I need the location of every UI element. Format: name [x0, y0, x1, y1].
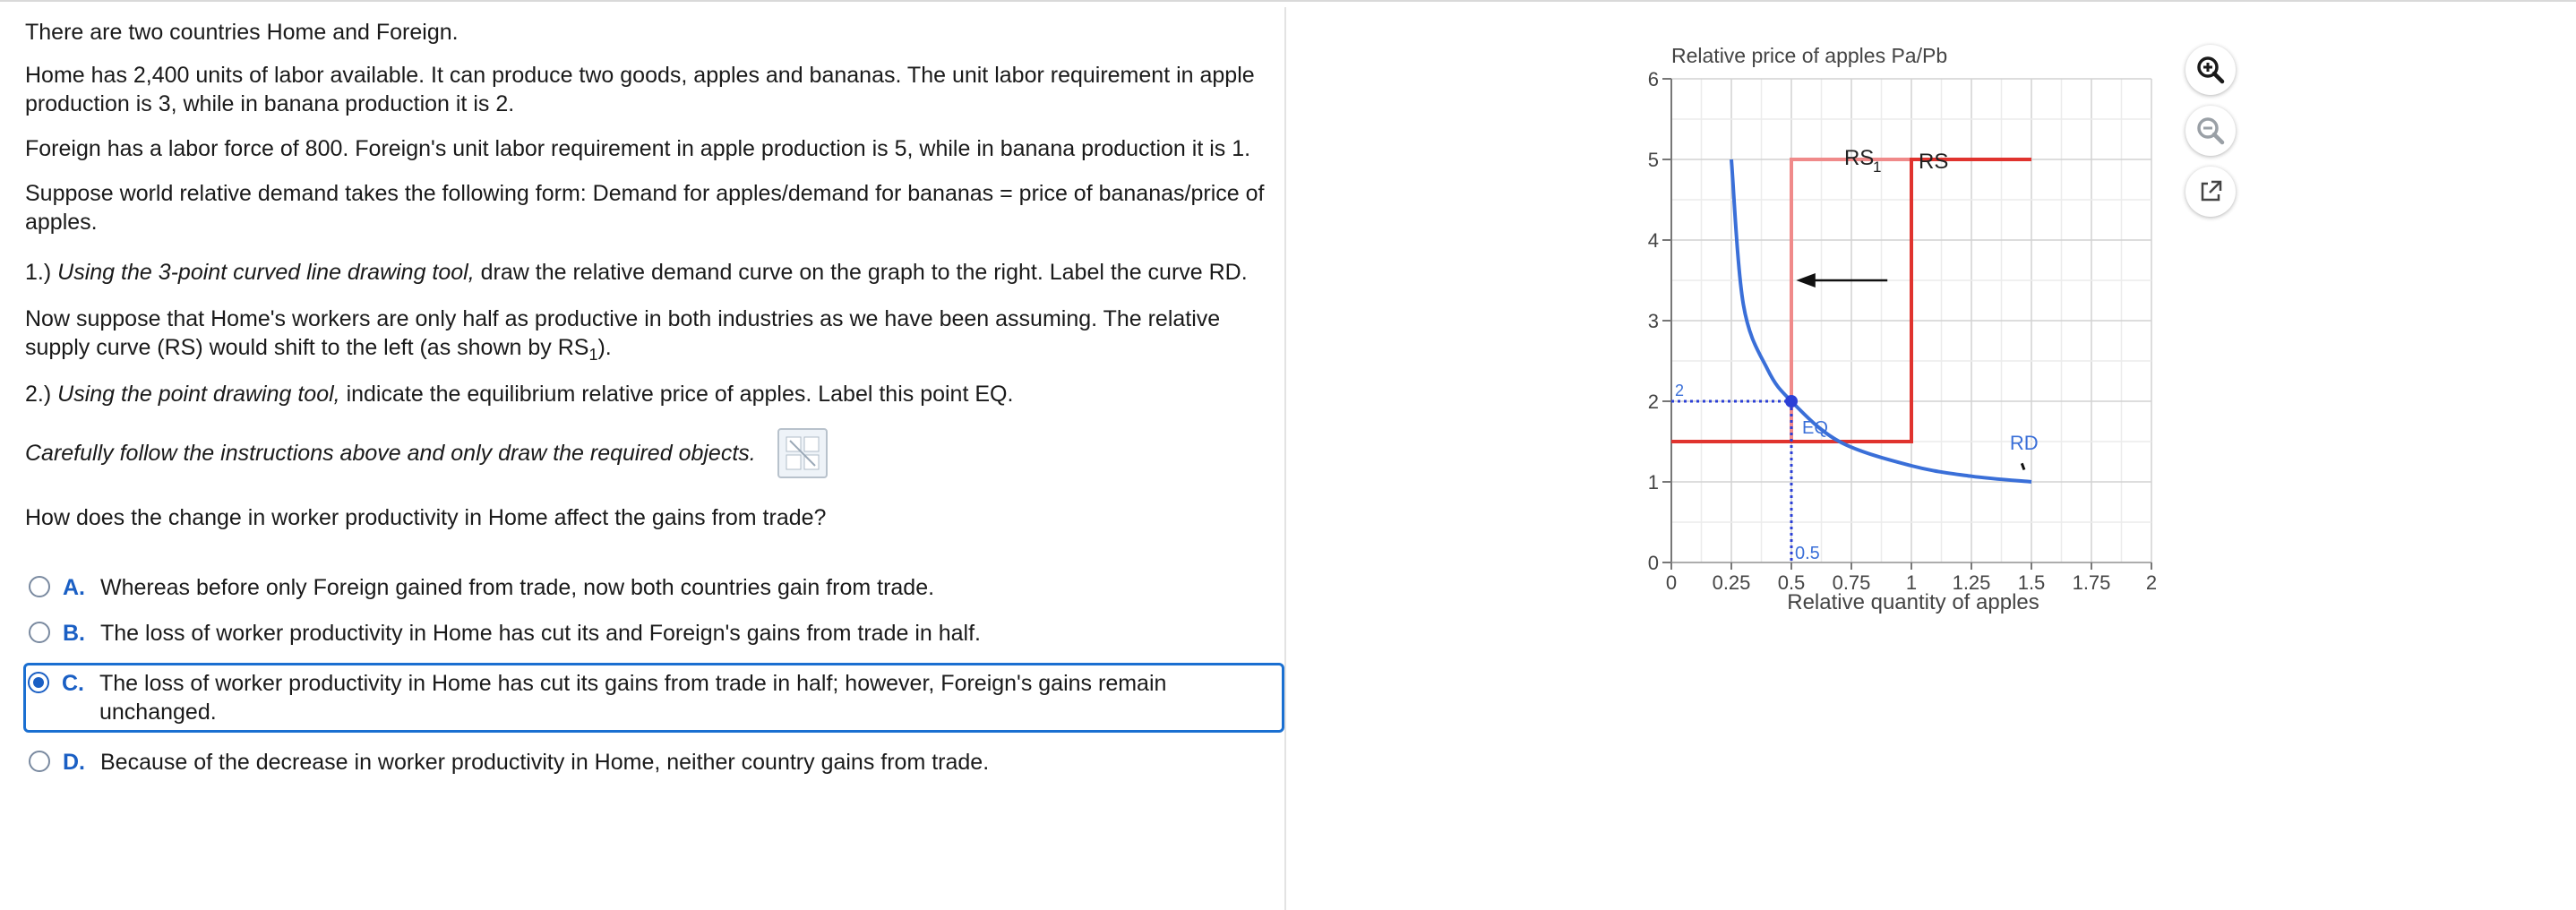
eq-label: EQ: [1802, 418, 1828, 438]
option-c-letter: C.: [62, 671, 84, 696]
external-link-icon: [2197, 178, 2224, 205]
instruction-text: Carefully follow the instructions above and only draw the required objects.: [25, 441, 756, 466]
step2-prefix: 2.): [25, 382, 52, 407]
series-layer: [1671, 146, 2039, 563]
option-b[interactable]: [25, 617, 1265, 649]
step2-rest: indicate the equilibrium relative price of apples. Label this point EQ.: [346, 382, 1014, 407]
shift-sub: 1: [588, 346, 598, 364]
intro-text: There are two countries Home and Foreign.: [25, 20, 459, 45]
radio-c[interactable]: [28, 672, 49, 693]
x-tick-label: 1.5: [2017, 571, 2046, 594]
x-tick-label: 0: [1665, 571, 1678, 594]
x-tick-label: 0.25: [1712, 571, 1751, 594]
eq-price-label: 2: [1675, 382, 1685, 399]
x-tick-label: 2: [2145, 571, 2158, 594]
zoom-out-icon: [2195, 116, 2226, 146]
panel-divider: [1284, 7, 1286, 910]
radio-a[interactable]: [29, 576, 50, 597]
option-a[interactable]: [25, 571, 1265, 604]
option-d-text: Because of the decrease in worker productivity in Home, neither country gains from trade.: [100, 750, 990, 775]
option-b-text: The loss of worker productivity in Home has cut its and Foreign's gains from trade in half.: [100, 621, 981, 646]
shift-text: [25, 305, 1279, 362]
x-tick-label: 0.75: [1832, 571, 1871, 594]
graph-panel[interactable]: [1612, 36, 2168, 631]
step1-prefix: 1.): [25, 260, 52, 285]
question-text: How does the change in worker productivity in Home affect the gains from trade?: [25, 505, 827, 530]
rs1-label-subscript: 1: [1872, 159, 1882, 176]
y-tick-label: 1: [1647, 471, 1659, 494]
step2-text: [25, 380, 1279, 408]
option-b-letter: B.: [63, 621, 85, 646]
rd-label-tick: [2022, 463, 2024, 469]
step2-italic: Using the point drawing tool,: [57, 382, 340, 407]
question-panel: [25, 18, 1279, 792]
rs-label: RS: [1919, 150, 1949, 174]
y-tick-label: 6: [1647, 68, 1659, 90]
axis-ticks: [1648, 68, 2157, 594]
option-a-text: Whereas before only Foreign gained from trade, now both countries gain from trade.: [100, 575, 935, 600]
radio-b[interactable]: [29, 622, 50, 643]
home-text: Home has 2,400 units of labor available. It can produce two goods, apples and bananas. The unit labor requirement in apple production is 3, while in banana production it is 2.: [25, 63, 1255, 116]
eq-quantity-label: 0.5: [1795, 544, 1820, 563]
y-tick-label: 0: [1647, 552, 1659, 574]
y-axis-label: Relative price of apples Pa/Pb: [1671, 44, 1948, 67]
option-c-text: The loss of worker productivity in Home has cut its gains from trade in half; however, Foreign's gains remain unchanged.: [99, 671, 1167, 725]
x-tick-label: 1.75: [2072, 571, 2111, 594]
y-tick-label: 5: [1647, 149, 1659, 171]
drawing-tools-icon[interactable]: [777, 428, 828, 478]
shift-arrow-head: [1796, 273, 1815, 288]
x-axis-label: Relative quantity of apples: [1787, 590, 2039, 614]
option-c[interactable]: [23, 663, 1284, 733]
y-tick-label: 2: [1647, 391, 1659, 413]
zoom-out-button[interactable]: [2185, 106, 2236, 156]
option-a-letter: A.: [63, 575, 85, 600]
x-tick-label: 1.25: [1952, 571, 1991, 594]
radio-c-selected-dot: [33, 677, 44, 688]
graph-svg[interactable]: [1612, 36, 2168, 627]
open-external-button[interactable]: [2185, 167, 2236, 217]
option-d-letter: D.: [63, 750, 85, 775]
top-rule: [0, 0, 2576, 2]
graph-tools: [2185, 45, 2236, 228]
shift-tail: ).: [597, 335, 612, 360]
x-tick-label: 1: [1905, 571, 1918, 594]
answer-options: [25, 571, 1279, 778]
demand-text: Suppose world relative demand takes the following form: Demand for apples/demand for bananas = price of bananas/price of apples.: [25, 181, 1265, 235]
x-tick-label: 0.5: [1777, 571, 1806, 594]
radio-d[interactable]: [29, 751, 50, 772]
step1-rest: draw the relative demand curve on the graph to the right. Label the curve RD.: [480, 260, 1248, 285]
zoom-in-icon: [2195, 55, 2226, 85]
instruction-row: [25, 428, 1279, 478]
zoom-in-button[interactable]: [2185, 45, 2236, 95]
y-tick-label: 3: [1647, 310, 1659, 332]
option-d[interactable]: [25, 746, 1265, 778]
foreign-text: Foreign has a labor force of 800. Foreign's unit labor requirement in apple production is 5, while in banana production it is 1.: [25, 136, 1251, 161]
y-tick-label: 4: [1647, 229, 1659, 252]
step1-text: [25, 258, 1279, 287]
step1-italic: Using the 3-point curved line drawing tool,: [57, 260, 475, 285]
grid-tool-icon: [785, 435, 820, 471]
shift-main: Now suppose that Home's workers are only half as productive in both industries as we have been assuming. The relative supply curve (RS) would shift to the left (as shown by RS: [25, 306, 1221, 360]
rs1-label: RS: [1843, 146, 1875, 170]
rd-label: RD: [2009, 432, 2039, 454]
eq-point: [1785, 395, 1798, 408]
